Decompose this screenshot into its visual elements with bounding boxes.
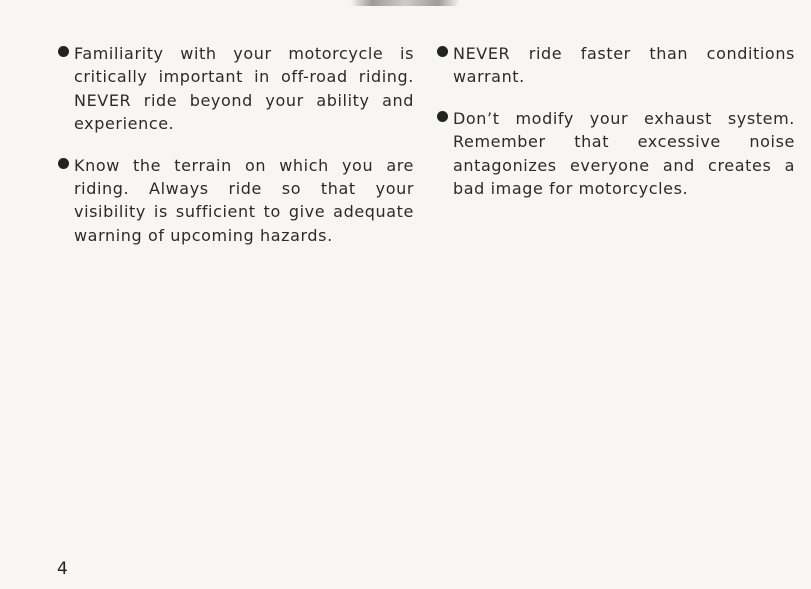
bullet-icon	[437, 46, 448, 57]
bullet-icon	[58, 158, 69, 169]
bullet-text: Know the terrain on which you are riding. Always ride so that your visibility is sufficient to give adequate warning of upcoming hazards.	[74, 155, 414, 245]
right-column	[437, 42, 795, 218]
bullet-text: NEVER ride faster than conditions warrant.	[453, 44, 795, 87]
bullet-icon	[437, 111, 448, 122]
binding-mark	[350, 0, 460, 6]
list-item	[437, 42, 795, 89]
bullet-text: Familiarity with your motorcycle is critically important in off-road riding. NEVER ride beyond your ability and experience.	[74, 44, 414, 134]
page-number: 4	[57, 559, 68, 579]
bullet-icon	[58, 46, 69, 57]
left-column	[58, 42, 414, 265]
bullet-text: Don’t modify your exhaust system. Remember that excessive noise antagonizes everyone and creates a bad image for motorcycles.	[453, 108, 795, 199]
list-item	[58, 42, 414, 136]
list-item	[58, 154, 414, 248]
list-item	[437, 107, 795, 201]
